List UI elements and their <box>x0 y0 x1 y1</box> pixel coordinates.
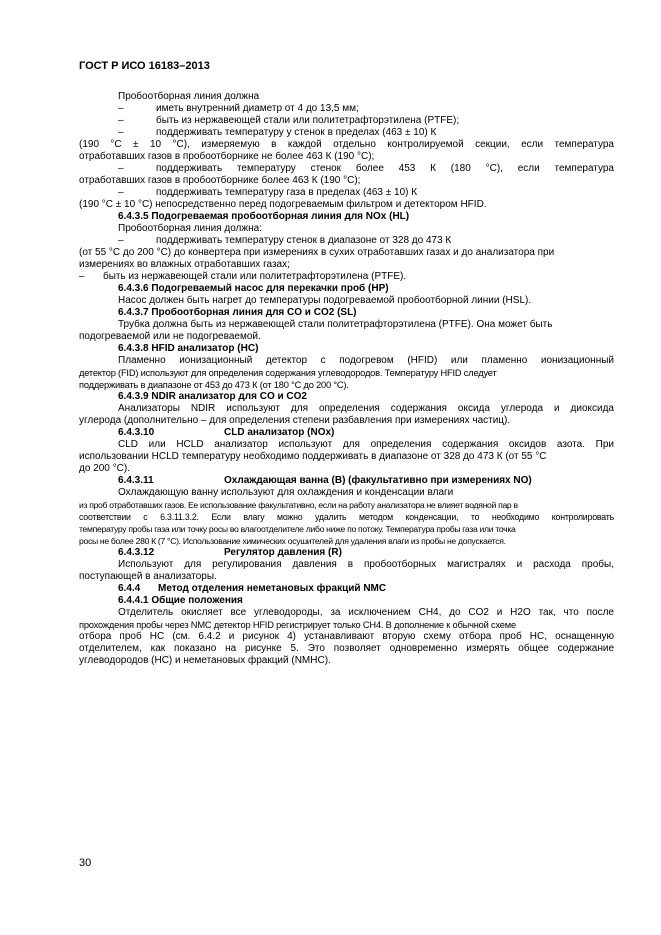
paragraph-line: отработавших газов в пробоотборнике более 463 К (190 °С); <box>79 175 361 186</box>
list-item-text: быть из нержавеющей стали или политетрафторэтилена (PTFE). <box>103 271 407 282</box>
paragraph-line: Охлаждающую ванну используют для охлаждения и конденсации влаги <box>118 487 454 498</box>
section-heading: 6.4.3.5 Подогреваемая пробоотборная линия для NOx (HL) <box>118 211 410 222</box>
dash-marker: – <box>118 187 124 198</box>
list-item <box>118 115 614 127</box>
paragraph-line: Отделитель окисляет все углеводороды, за исключением CH4, до CO2 и H2O так, что после <box>118 607 614 618</box>
page-header: ГОСТ Р ИСО 16183–2013 <box>79 60 210 72</box>
section-title: Регулятор давления (R) <box>224 547 342 558</box>
dash-marker: – <box>118 115 124 126</box>
paragraph-line: CLD или HCLD анализатор используют для определения содержания оксидов азота. При <box>118 439 614 450</box>
list-item-text: быть из нержавеющей стали или политетрафторэтилена (PTFE); <box>156 115 460 126</box>
paragraph-line: отделителем, как показано на рисунке 5. Это позволяет одновременно измерять общее содержание <box>79 643 614 654</box>
paragraph-line: (190 °С ± 10 °С), измеряемую в каждой отдельно контролируемой секции, если температура <box>79 139 614 150</box>
paragraph-line: углерода (дополнительно – для определения степени разбавления при измерениях частиц). <box>79 415 511 426</box>
section-title: Охлаждающая ванна (В) (факультативно при измерениях NO) <box>224 475 532 486</box>
section-heading: 6.4.3.6 Подогреваемый насос для перекачки проб (HP) <box>118 283 389 294</box>
list-item-text: иметь внутренний диаметр от 4 до 13,5 мм; <box>156 103 359 114</box>
section-title: Метод отделения неметановых фракций NMC <box>158 583 387 594</box>
paragraph-line: измерениях во влажных отработавших газах; <box>79 259 290 270</box>
list-item-text: поддерживать температуру газа в пределах (463 ± 10) К <box>156 187 418 198</box>
list-item-text: поддерживать температуру у стенок в пределах (463 ± 10) К <box>156 127 437 138</box>
list-item-text: поддерживать температуру стенок более 453 К (180 °С), если температура <box>156 163 614 174</box>
paragraph-line: подогреваемой или не подогреваемой. <box>79 331 261 342</box>
list-item <box>118 163 614 175</box>
paragraph-line: углеводородов (НС) и неметановых фракций (NMHC). <box>79 655 331 666</box>
section-number: 6.4.3.10 <box>118 427 155 438</box>
dash-marker: – <box>118 235 124 246</box>
paragraph-line: детектор (FID) используют для определения содержания углеводородов. Температуру HFID следует <box>79 368 497 378</box>
section-heading <box>118 547 614 559</box>
dash-marker: – <box>118 127 124 138</box>
list-item <box>118 103 614 115</box>
paragraph-line: Используют для регулирования давления в пробоотборных магистралях и расхода пробы, <box>118 559 614 570</box>
paragraph-line: Пробоотборная линия должна <box>118 91 260 102</box>
section-number: 6.4.4 <box>118 583 141 594</box>
paragraph-line: прохождения пробы через NMC детектор HFID регистрирует только CH4. В дополнение к обычной схеме <box>79 620 516 630</box>
paragraph-line: поддерживать в диапазоне от 453 до 473 К (от 180 °С до 200 °С). <box>79 380 349 390</box>
section-heading: 6.4.4.1 Общие положения <box>118 595 243 606</box>
paragraph-line: Пламенно ионизационный детектор с подогревом (HFID) или пламенно ионизационный <box>118 355 614 366</box>
paragraph-line: Насос должен быть нагрет до температуры подогреваемой пробоотборной линии (HSL). <box>118 295 532 306</box>
dash-marker: – <box>79 271 85 282</box>
paragraph-line: использовании HCLD температуру необходимо поддерживать в диапазоне от 328 до 473 К (от 55 °С <box>79 451 547 462</box>
section-heading: 6.4.3.9 NDIR анализатор для CO и CO2 <box>118 391 307 402</box>
section-heading <box>118 475 614 487</box>
paragraph-line: Пробоотборная линия должна: <box>118 223 262 234</box>
list-item <box>79 271 614 283</box>
section-title: CLD анализатор (NOx) <box>224 427 335 438</box>
paragraph-line: из проб отработавших газов. Ее использование факультативно, если на работу анализатора не влияет водяной пар в <box>79 500 518 510</box>
paragraph-line: отбора проб НС (см. 6.4.2 и рисунок 4) устанавливают вторую схему отбора проб НС, оснащенную <box>79 631 614 642</box>
list-item <box>118 235 614 247</box>
dash-marker: – <box>118 103 124 114</box>
paragraph-line: Трубка должна быть из нержавеющей стали политетрафторэтилена (PTFE). Она может быть <box>118 319 553 330</box>
dash-marker: – <box>118 163 124 174</box>
list-item <box>118 127 614 139</box>
paragraph-line: поступающей в анализаторы. <box>79 571 217 582</box>
page-number: 30 <box>79 857 92 869</box>
paragraph-line: соответствии с 6.3.11.3.2. Если влагу можно удалить методом конденсации, то необходимо контролировать <box>79 512 614 522</box>
section-number: 6.4.3.12 <box>118 547 155 558</box>
paragraph-line: (190 °С ± 10 °С) непосредственно перед подогреваемым фильтром и детектором HFID. <box>79 199 487 210</box>
section-heading: 6.4.3.8 HFID анализатор (HC) <box>118 343 259 354</box>
list-item <box>118 187 614 199</box>
paragraph-line: росы не более 280 К (7 °С). Использование химических осушителей для удаления влаги из пробы не допускается. <box>79 536 506 546</box>
section-heading <box>118 583 614 595</box>
paragraph-line: Анализаторы NDIR используют для определения содержания оксида углерода и диоксида <box>118 403 614 414</box>
section-heading: 6.4.3.7 Пробоотборная линия для CO и CO2 (SL) <box>118 307 357 318</box>
paragraph-line: до 200 °С). <box>79 463 130 474</box>
paragraph-line: (от 55 °С до 200 °С) до конвертера при измерениях в сухих отработавших газах и до анализатора при <box>79 247 555 258</box>
section-number: 6.4.3.11 <box>118 475 154 486</box>
list-item-text: поддерживать температуру стенок в диапазоне от 328 до 473 К <box>156 235 452 246</box>
paragraph-line: температуру пробы газа или точку росы во влагоотделителе либо ниже по потоку. Температура пробы газа или точка <box>79 524 516 534</box>
section-heading <box>118 427 614 439</box>
paragraph-line: отработавших газов в пробоотборнике не более 463 К (190 °С); <box>79 151 375 162</box>
